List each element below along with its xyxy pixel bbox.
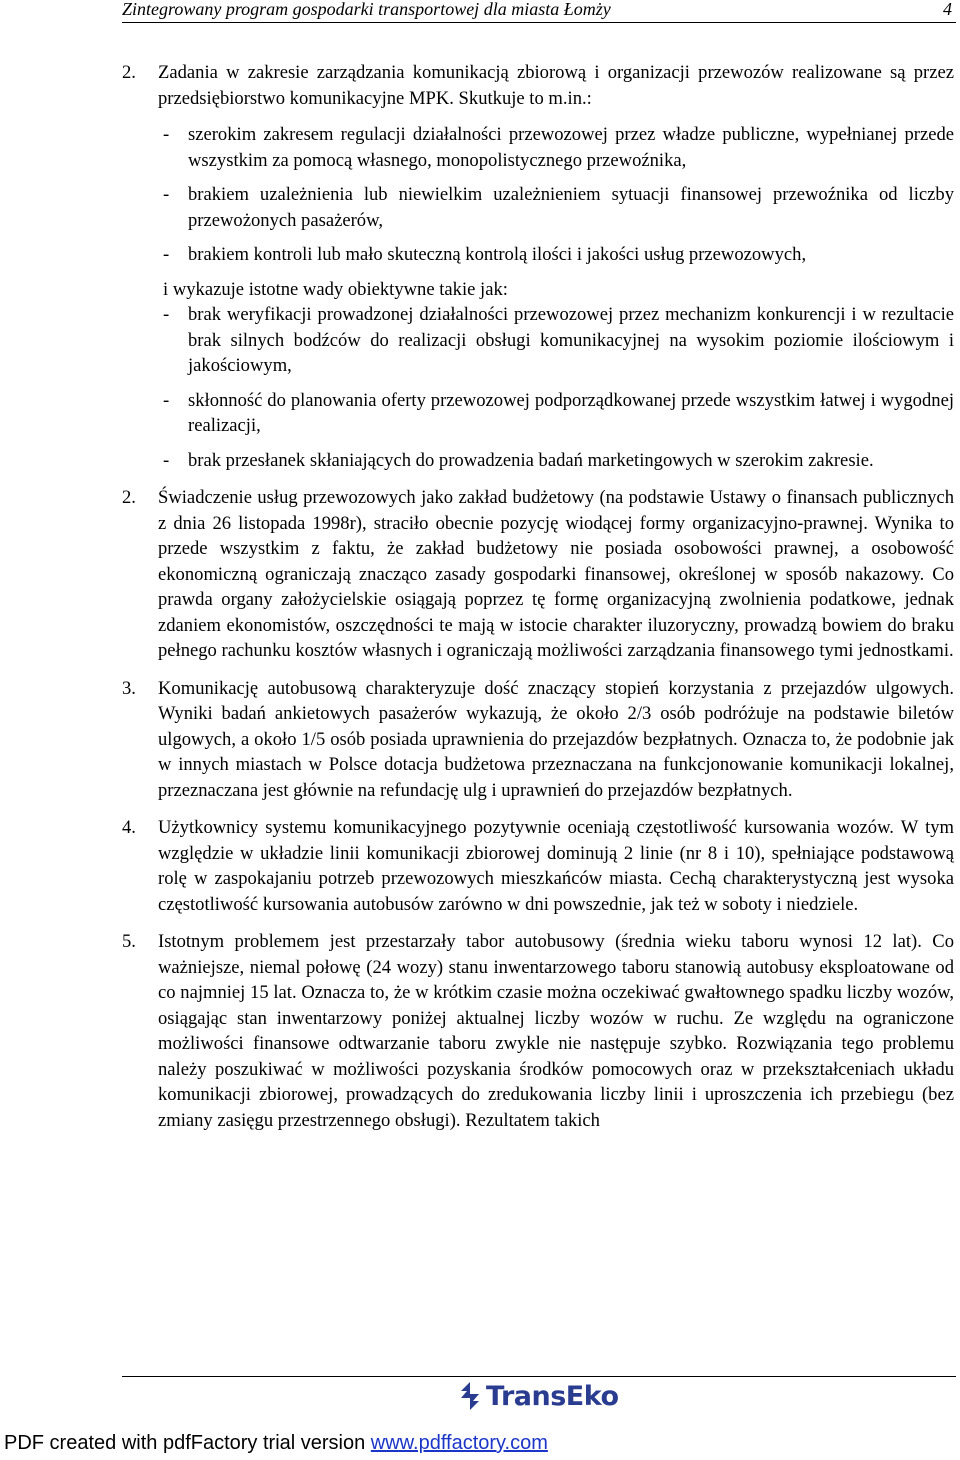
logo-wordmark: TransEko: [486, 1380, 619, 1412]
dash-bullet: -: [163, 389, 170, 411]
dash-item: [158, 242, 954, 268]
dash-bullet: -: [163, 304, 170, 325]
item-text: Komunikację autobusową charakteryzuje dość znaczący stopień korzystania z przejazdów ulgowych. Wyniki badań ankietowych pasażerów wykazują, że około 2/3 osób podróżuje na podstawie biletów ulgowych, a około 1/5 osób posiada uprawnienia do przejazdów bezpłatnych. Oznacza to, że podobnie jak w innych miastach w Polsce dotacja budżetowa przeznaczana na funkcjonowanie komunikacji lokalnej, przeznaczana jest głównie na refundację ulg i uprawnień do przejazdów bezpłatnych.: [158, 677, 954, 801]
transeko-logo: [458, 1378, 619, 1414]
pdffactory-link[interactable]: www.pdffactory.com: [370, 1432, 548, 1454]
item-number: 2.: [122, 487, 136, 508]
item-number: 4.: [122, 817, 136, 838]
item-text: Świadczenie usług przewozowych jako zakład budżetowy (na podstawie Ustawy o finansach publicznych z dnia 26 listopada 1998r), straciło obecnie pozycję wiodącej formy organizacyjno-prawnej. Wynika to przede wszystkim z faktu, że zakład budżetowy nie posiada osobowości prawnej, a osobowość ekonomiczną ograniczają znacząco zasady gospodarki finansowej, określonej w sposób nakazowy. Co prawda organy założycielskie osiągają poprzez tę formę organizacyjną zwolnienia podatkowe, jednak zdaniem ekonomistów, oszczędności te mają w istocie charakter iluzoryczny, prowadzą bowiem do braku pełnego rachunku kosztów własnych i ograniczają możliwości zarządzania finansowego tymi jednostkami.: [158, 487, 954, 661]
pdf-watermark: [4, 1430, 548, 1456]
list-item: [122, 929, 954, 1133]
item-number: 5.: [122, 931, 136, 952]
dash-text: brak przesłanek skłaniających do prowadzenia badań marketingowych w szerokim zakresie.: [188, 449, 874, 471]
dash-item: [158, 302, 954, 379]
dash-text: skłonność do planowania oferty przewozowej podporządkowanej przede wszystkim łatwej i wygodnej realizacji,: [188, 389, 954, 436]
dash-bullet: -: [163, 244, 170, 265]
header-title: Zintegrowany program gospodarki transportowej dla miasta Łomży: [122, 0, 611, 19]
item-text: Istotnym problemem jest przestarzały tabor autobusowy (średnia wieku taboru wynosi 12 lat). Co ważniejsze, niemal połowę (24 wozy) stanu inwentarzowego taboru stanowią autobusy eksploatowane od co najmniej 15 lat. Oznacza to, że w krótkim czasie można oczekiwać gwałtownego spadku liczby wozów, osiągając stan inwentarzowy poniżej aktualnej liczby wozów w ruchu. Ze względu na ograniczone możliwości finansowe odtwarzanie taboru zwykle nie następuje szybko. Rozwiązania tego problemu należy poszukiwać w możliwości pozyskania środków pomocowych oraz w przekształceniach układu komunikacji zbiorowej, prowadzących do zredukowania liczby linii i uproszczenia ich przebiegu (bez zmiany zasięgu przestrzennego obsługi). Rezultatem takich: [158, 931, 954, 1131]
dash-text: szerokim zakresem regulacji działalności przewozowej przez władze publiczne, wypełnianej przede wszystkim za pomocą własnego, monopolistycznego przewoźnika,: [188, 124, 954, 171]
dash-item: [158, 182, 954, 233]
dash-item: [158, 388, 954, 439]
page-header: [122, 0, 956, 23]
item-number: 2.: [122, 62, 136, 83]
item-text: Zadania w zakresie zarządzania komunikacją zbiorową i organizacji przewozów realizowane są przez przedsiębiorstwo komunikacyjne MPK. Skutkuje to m.in.:: [158, 62, 954, 109]
page-number: 4: [943, 0, 952, 19]
dash-list: [158, 122, 954, 473]
list-item: [122, 815, 954, 917]
dash-bullet: -: [163, 449, 170, 471]
intro-line: i wykazuje istotne wady obiektywne takie jak:: [163, 278, 508, 300]
item-number: 3.: [122, 677, 136, 699]
dash-item: [158, 448, 954, 474]
dash-bullet: -: [163, 184, 170, 205]
watermark-text: PDF created with pdfFactory trial version: [4, 1432, 371, 1454]
list-item: [122, 485, 954, 664]
dash-text: brakiem uzależnienia lub niewielkim uzależnieniem sytuacji finansowej przewoźnika od liczby przewożonych pasażerów,: [188, 184, 954, 231]
list-item: [122, 60, 954, 473]
footer-divider: [122, 1376, 956, 1377]
item-text: Użytkownicy systemu komunikacyjnego pozytywnie oceniają częstotliwość kursowania wozów. W tym względzie w układzie linii komunikacji zbiorowej dominują 2 linie (nr 8 i 10), spełniające podstawową rolę w zaspokajaniu potrzeb przewozowych mieszkańców miasta. Cechą charakterystyczną jest wysoka częstotliwość kursowania autobusów zarówno w dni powszednie, jak też w soboty i niedziele.: [158, 817, 954, 915]
dash-bullet: -: [163, 124, 170, 145]
dash-item: [158, 122, 954, 173]
transeko-logo-icon: [458, 1381, 482, 1411]
dash-text: brakiem kontroli lub mało skuteczną kontrolą ilości i jakości usług przewozowych,: [188, 244, 807, 265]
list-item: [122, 676, 954, 804]
document-body: [122, 60, 954, 1145]
dash-text: brak weryfikacji prowadzonej działalności przewozowej przez mechanizm konkurencji i w rezultacie brak silnych bodźców do realizacji obsługi komunikacyjnej na wysokim poziomie ilościowym i jakościowym,: [188, 304, 954, 376]
